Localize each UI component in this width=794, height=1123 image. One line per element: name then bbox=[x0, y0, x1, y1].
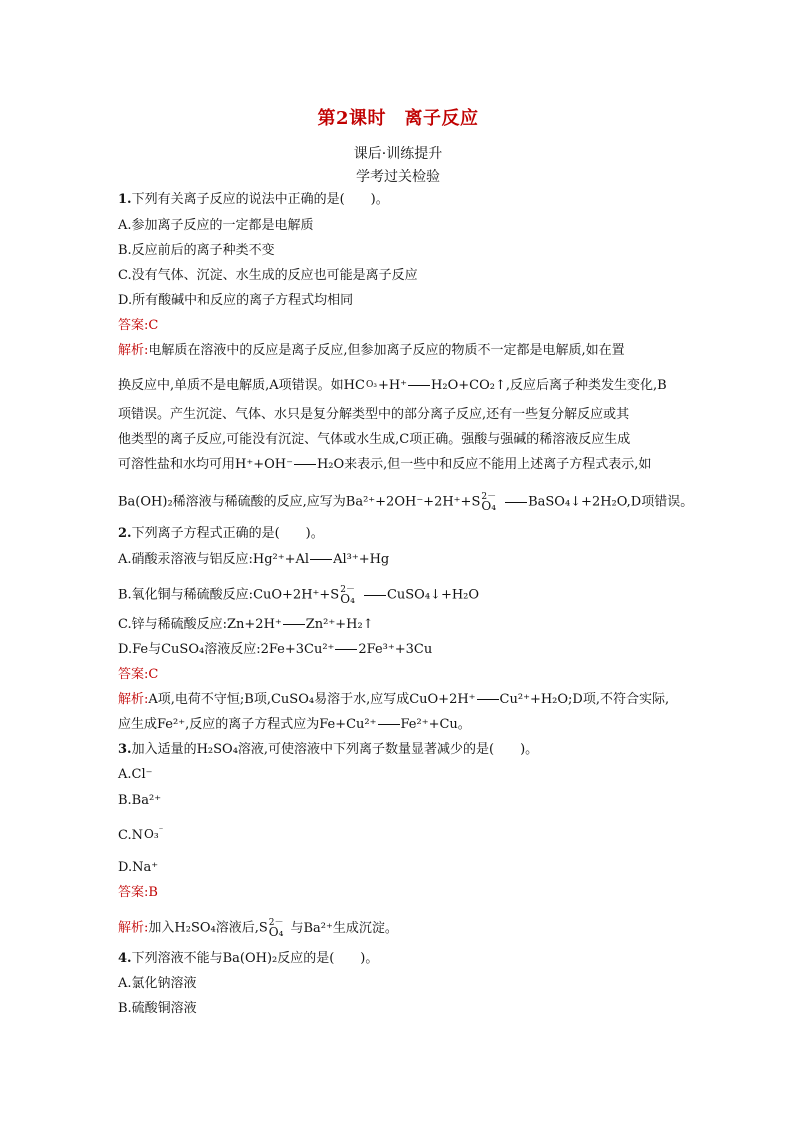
analysis-text: Ba(OH)₂稀溶液与稀硫酸的反应,应写为Ba²⁺+2OH⁻+2H⁺+S bbox=[118, 494, 481, 510]
ion-charge: 2－ bbox=[268, 918, 284, 928]
analysis-text: 应生成Fe²⁺,反应的离子方程式应为Fe+Cu²⁺ bbox=[118, 717, 377, 732]
option-text: C.N bbox=[118, 828, 143, 843]
analysis-text: +H⁺ bbox=[377, 378, 408, 393]
question-2 bbox=[118, 525, 324, 543]
analysis-line bbox=[118, 342, 625, 360]
option-d: D.所有酸碱中和反应的离子方程式均相同 bbox=[118, 293, 354, 308]
analysis-label: 解析: bbox=[118, 920, 149, 936]
answer: 答案:B bbox=[118, 885, 158, 900]
equation-arrow bbox=[283, 624, 305, 625]
equation-arrow bbox=[505, 502, 527, 503]
analysis-text: Fe²⁺+Cu。 bbox=[400, 717, 471, 732]
option-text: D.Fe与CuSO₄溶液反应:2Fe+3Cu²⁺ bbox=[118, 642, 335, 657]
section-subtitle-2: 学考过关检验 bbox=[356, 169, 440, 185]
option-text: CuSO₄↓+H₂O bbox=[386, 587, 480, 603]
analysis-line bbox=[118, 716, 471, 734]
ion-formula: O₄ bbox=[268, 925, 284, 939]
ion-formula-text: O₃ bbox=[144, 827, 159, 841]
option-b bbox=[118, 586, 479, 605]
ion-formula: O₃ bbox=[365, 380, 377, 390]
answer: 答案:C bbox=[118, 318, 159, 333]
question-number: 2. bbox=[118, 526, 132, 541]
option-a bbox=[118, 551, 389, 569]
section-subtitle: 课后·训练提升 bbox=[353, 146, 443, 162]
equation-arrow bbox=[310, 559, 332, 560]
analysis-line bbox=[118, 919, 398, 938]
ion-fraction bbox=[269, 919, 284, 937]
option-b: B.Ba²⁺ bbox=[118, 793, 162, 808]
option-a: A.参加离子反应的一定都是电解质 bbox=[118, 218, 314, 233]
analysis-line bbox=[118, 691, 669, 709]
question-number: 1. bbox=[118, 192, 132, 207]
analysis-text: 可溶性盐和水均可用H⁺+OH⁻ bbox=[118, 457, 293, 472]
option-text: 2Fe³⁺+3Cu bbox=[358, 642, 433, 657]
question-stem: 下列溶液不能与Ba(OH)₂反应的是( )。 bbox=[131, 951, 379, 966]
option-c bbox=[118, 827, 164, 845]
equation-arrow bbox=[378, 724, 400, 725]
option-text: B.氧化铜与稀硫酸反应:CuO+2H⁺+S bbox=[118, 587, 340, 603]
question-3 bbox=[118, 741, 538, 759]
option-d bbox=[118, 641, 432, 659]
analysis-text: 加入H₂SO₄溶液后,S bbox=[148, 920, 268, 936]
analysis-line: 项错误。产生沉淀、气体、水只是复分解类型中的部分离子反应,还有一些复分解反应或其 bbox=[118, 407, 630, 422]
ion-formula: O₄ bbox=[340, 592, 355, 606]
question-4 bbox=[118, 950, 378, 968]
analysis-text: Cu²⁺+H₂O;D项,不符合实际, bbox=[499, 692, 670, 707]
equation-arrow bbox=[408, 385, 430, 386]
analysis-text: 电解质在溶液中的反应是离子反应,但参加离子反应的物质不一定都是电解质,如在置 bbox=[148, 343, 625, 358]
analysis-text: H₂O来表示,但一些中和反应不能用上述离子方程式表示,如 bbox=[316, 457, 652, 472]
analysis-text: BaSO₄↓+2H₂O,D项错误。 bbox=[528, 494, 694, 510]
ion-fraction bbox=[366, 381, 377, 390]
ion-fraction bbox=[144, 827, 163, 839]
answer: 答案:C bbox=[118, 667, 159, 682]
analysis-label: 解析: bbox=[118, 343, 149, 358]
ion-formula bbox=[144, 827, 163, 839]
ion-formula: O₄ bbox=[481, 499, 497, 513]
question-stem: 下列有关离子反应的说法中正确的是( )。 bbox=[131, 192, 389, 207]
option-c bbox=[118, 616, 374, 634]
analysis-text: 换反应中,单质不是电解质,A项错误。如HC bbox=[118, 378, 365, 393]
analysis-text: A项,电荷不守恒;B项,CuSO₄易溶于水,应写成CuO+2H⁺ bbox=[148, 692, 476, 707]
equation-arrow bbox=[294, 464, 316, 465]
equation-arrow bbox=[364, 595, 386, 596]
analysis-line bbox=[118, 493, 693, 512]
question-number: 3. bbox=[118, 742, 132, 757]
analysis-text: H₂O+CO₂↑,反应后离子种类发生变化,B bbox=[431, 378, 667, 393]
ion-charge: ⁻ bbox=[158, 826, 164, 836]
ion-fraction bbox=[481, 493, 496, 511]
equation-arrow bbox=[477, 699, 499, 700]
question-stem: 加入适量的H₂SO₄溶液,可使溶液中下列离子数量显著减少的是( )。 bbox=[131, 742, 539, 757]
option-b: B.硫酸铜溶液 bbox=[118, 1001, 197, 1016]
equation-arrow bbox=[335, 649, 357, 650]
question-stem: 下列离子方程式正确的是( )。 bbox=[131, 526, 324, 541]
option-d: D.Na⁺ bbox=[118, 860, 159, 875]
ion-charge: 2－ bbox=[340, 585, 355, 595]
analysis-line bbox=[118, 377, 667, 395]
option-a: A.Cl⁻ bbox=[118, 767, 153, 782]
ion-fraction bbox=[340, 586, 355, 604]
analysis-label: 解析: bbox=[118, 692, 149, 707]
option-text: Zn²⁺+H₂↑ bbox=[305, 617, 374, 632]
option-text: Al³⁺+Hg bbox=[333, 552, 390, 567]
ion-charge: 2－ bbox=[481, 492, 497, 502]
page-title: 第2课时 离子反应 bbox=[317, 108, 479, 129]
question-number: 4. bbox=[118, 951, 132, 966]
option-a: A.氯化钠溶液 bbox=[118, 976, 197, 991]
analysis-line bbox=[118, 456, 651, 474]
option-c: C.没有气体、沉淀、水生成的反应也可能是离子反应 bbox=[118, 268, 418, 283]
option-text: A.硝酸汞溶液与铝反应:Hg²⁺+Al bbox=[118, 552, 310, 567]
question-1 bbox=[118, 191, 389, 209]
option-text: C.锌与稀硫酸反应:Zn+2H⁺ bbox=[118, 617, 282, 632]
analysis-line: 他类型的离子反应,可能没有沉淀、气体或水生成,C项正确。强酸与强碱的稀溶液反应生成 bbox=[118, 432, 631, 447]
analysis-text: 与Ba²⁺生成沉淀。 bbox=[290, 920, 398, 936]
option-b: B.反应前后的离子种类不变 bbox=[118, 243, 275, 258]
